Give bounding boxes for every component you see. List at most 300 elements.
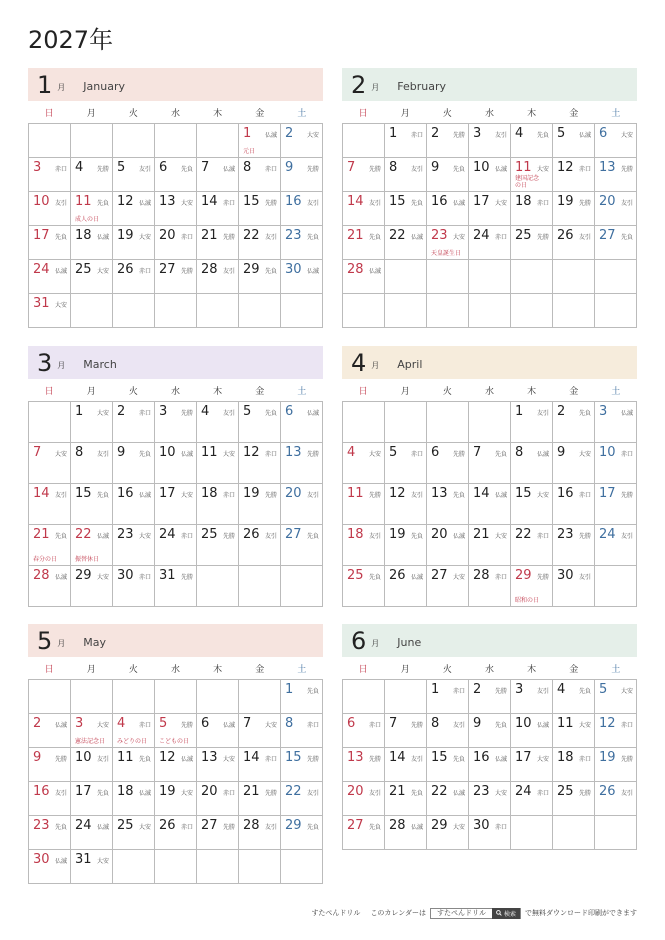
empty-day-cell xyxy=(343,402,385,443)
rokuyo-label: 先負 xyxy=(578,410,591,417)
rokuyo-label: 先負 xyxy=(410,200,423,207)
day-number: 2 xyxy=(473,682,482,697)
rokuyo-label: 赤口 xyxy=(222,492,235,499)
rokuyo-label: 友引 xyxy=(578,574,591,581)
rokuyo-label: 赤口 xyxy=(306,722,319,729)
rokuyo-label: 赤口 xyxy=(180,234,193,241)
rokuyo-label: 先勝 xyxy=(620,756,633,763)
day-cell xyxy=(155,158,197,192)
day-cell xyxy=(281,402,323,443)
weekday-label: 金 xyxy=(255,108,265,119)
empty-day-cell xyxy=(113,124,155,158)
day-cell xyxy=(385,816,427,850)
rokuyo-label: 先勝 xyxy=(54,756,67,763)
day-number: 20 xyxy=(599,194,616,209)
day-cell xyxy=(511,484,553,525)
rokuyo-label: 赤口 xyxy=(264,451,277,458)
day-number: 11 xyxy=(201,445,218,460)
rokuyo-label: 大安 xyxy=(264,722,277,729)
empty-day-cell xyxy=(239,294,281,328)
day-number: 13 xyxy=(599,160,616,175)
day-number: 13 xyxy=(431,486,448,501)
rokuyo-label: 先負 xyxy=(306,533,319,540)
rokuyo-label: 赤口 xyxy=(620,451,633,458)
rokuyo-label: 仏滅 xyxy=(54,722,67,729)
day-number: 20 xyxy=(159,228,176,243)
day-number: 3 xyxy=(159,404,168,419)
day-number: 2 xyxy=(285,126,294,141)
month-number: 5 xyxy=(37,627,53,655)
day-number: 19 xyxy=(557,194,574,209)
rokuyo-label: 先負 xyxy=(494,451,507,458)
day-number: 25 xyxy=(557,784,574,799)
empty-day-cell xyxy=(113,680,155,714)
day-grid xyxy=(342,401,637,607)
day-grid xyxy=(28,123,323,328)
weekday-label: 火 xyxy=(128,108,138,119)
month-calendar-may xyxy=(28,624,323,884)
day-cell xyxy=(281,680,323,714)
day-number: 10 xyxy=(515,716,532,731)
empty-day-cell xyxy=(239,566,281,607)
rokuyo-label: 先負 xyxy=(96,492,109,499)
rokuyo-label: 先負 xyxy=(368,234,381,241)
rokuyo-label: 友引 xyxy=(410,756,423,763)
day-cell xyxy=(71,226,113,260)
rokuyo-label: 先勝 xyxy=(180,574,193,581)
rokuyo-label: 大安 xyxy=(180,200,193,207)
day-cell xyxy=(71,850,113,884)
day-cell xyxy=(71,402,113,443)
day-cell xyxy=(595,226,637,260)
day-cell xyxy=(553,680,595,714)
day-cell xyxy=(553,484,595,525)
month-name-english: March xyxy=(83,358,117,371)
empty-day-cell xyxy=(427,402,469,443)
empty-day-cell xyxy=(281,566,323,607)
day-cell xyxy=(239,260,281,294)
day-number: 22 xyxy=(285,784,302,799)
empty-day-cell xyxy=(343,294,385,328)
day-number: 23 xyxy=(285,228,302,243)
day-cell xyxy=(197,260,239,294)
day-cell xyxy=(511,680,553,714)
day-number: 19 xyxy=(243,486,260,501)
day-number: 18 xyxy=(557,750,574,765)
day-number: 31 xyxy=(75,852,92,867)
empty-day-cell xyxy=(29,680,71,714)
rokuyo-label: 友引 xyxy=(54,790,67,797)
rokuyo-label: 友引 xyxy=(222,268,235,275)
day-number: 23 xyxy=(117,527,134,542)
month-kanji: 月 xyxy=(57,639,66,648)
rokuyo-label: 仏滅 xyxy=(494,492,507,499)
day-number: 6 xyxy=(431,445,440,460)
magnifier-icon xyxy=(496,910,502,916)
empty-day-cell xyxy=(427,294,469,328)
rokuyo-label: 先負 xyxy=(180,166,193,173)
day-cell xyxy=(595,748,637,782)
empty-day-cell xyxy=(197,294,239,328)
day-number: 28 xyxy=(201,262,218,277)
day-number: 16 xyxy=(473,750,490,765)
month-name-english: May xyxy=(83,636,107,649)
day-number: 27 xyxy=(599,228,616,243)
day-number: 14 xyxy=(201,194,218,209)
month-header xyxy=(342,68,637,101)
weekday-label: 水 xyxy=(170,108,180,119)
empty-day-cell xyxy=(113,850,155,884)
empty-day-cell xyxy=(197,850,239,884)
empty-day-cell xyxy=(239,850,281,884)
rokuyo-label: 赤口 xyxy=(368,722,381,729)
month-number: 4 xyxy=(351,349,367,377)
rokuyo-label: 先勝 xyxy=(180,410,193,417)
day-number: 5 xyxy=(599,682,608,697)
rokuyo-label: 先勝 xyxy=(452,451,465,458)
day-cell xyxy=(155,566,197,607)
day-number: 9 xyxy=(473,716,482,731)
day-number: 30 xyxy=(473,818,490,833)
day-number: 13 xyxy=(201,750,218,765)
day-cell xyxy=(343,260,385,294)
rokuyo-label: 友引 xyxy=(620,200,633,207)
weekday-label: 土 xyxy=(611,386,621,397)
day-number: 16 xyxy=(33,784,50,799)
weekday-label: 木 xyxy=(527,108,537,119)
weekday-label: 月 xyxy=(400,664,410,675)
empty-day-cell xyxy=(113,294,155,328)
day-number: 7 xyxy=(473,445,482,460)
rokuyo-label: 大安 xyxy=(452,824,465,831)
day-cell xyxy=(155,260,197,294)
rokuyo-label: 赤口 xyxy=(410,132,423,139)
footer xyxy=(0,906,637,920)
day-cell xyxy=(197,484,239,525)
day-number: 29 xyxy=(431,818,448,833)
day-cell xyxy=(239,782,281,816)
rokuyo-label: 大安 xyxy=(494,533,507,540)
rokuyo-label: 大安 xyxy=(96,268,109,275)
weekday-label: 水 xyxy=(170,664,180,675)
rokuyo-label: 先負 xyxy=(410,790,423,797)
rokuyo-label: 先勝 xyxy=(368,166,381,173)
rokuyo-label: 仏滅 xyxy=(54,574,67,581)
day-number: 6 xyxy=(347,716,356,731)
day-cell xyxy=(511,782,553,816)
day-cell xyxy=(113,748,155,782)
day-number: 26 xyxy=(389,568,406,583)
rokuyo-label: 赤口 xyxy=(180,533,193,540)
weekday-label: 水 xyxy=(484,108,494,119)
rokuyo-label: 先勝 xyxy=(620,492,633,499)
day-cell xyxy=(281,484,323,525)
rokuyo-label: 大安 xyxy=(536,166,549,173)
day-number: 1 xyxy=(431,682,440,697)
day-number: 9 xyxy=(557,445,566,460)
rokuyo-label: 先勝 xyxy=(578,790,591,797)
rokuyo-label: 赤口 xyxy=(138,268,151,275)
day-number: 20 xyxy=(347,784,364,799)
day-cell xyxy=(155,226,197,260)
day-number: 15 xyxy=(431,750,448,765)
day-number: 17 xyxy=(473,194,490,209)
day-number: 23 xyxy=(557,527,574,542)
day-number: 12 xyxy=(389,486,406,501)
rokuyo-label: 仏滅 xyxy=(96,824,109,831)
empty-day-cell xyxy=(29,124,71,158)
day-number: 29 xyxy=(75,568,92,583)
weekday-header-row xyxy=(28,379,323,401)
day-cell xyxy=(71,443,113,484)
weekday-header-row xyxy=(28,101,323,123)
rokuyo-label: 大安 xyxy=(494,200,507,207)
day-cell xyxy=(239,714,281,748)
day-cell xyxy=(595,714,637,748)
day-number: 9 xyxy=(117,445,126,460)
rokuyo-label: 大安 xyxy=(138,824,151,831)
day-cell xyxy=(385,748,427,782)
day-cell xyxy=(29,782,71,816)
day-number: 22 xyxy=(389,228,406,243)
day-grid xyxy=(28,401,323,607)
month-kanji: 月 xyxy=(57,361,66,370)
weekday-label: 火 xyxy=(442,664,452,675)
day-cell xyxy=(155,484,197,525)
day-cell xyxy=(595,192,637,226)
rokuyo-label: 仏滅 xyxy=(452,533,465,540)
day-number: 9 xyxy=(431,160,440,175)
day-number: 12 xyxy=(159,750,176,765)
month-header xyxy=(342,624,637,657)
day-number: 10 xyxy=(75,750,92,765)
day-cell xyxy=(71,192,113,226)
rokuyo-label: 友引 xyxy=(306,790,319,797)
footer-search-box xyxy=(430,908,521,919)
day-number: 24 xyxy=(75,818,92,833)
rokuyo-label: 仏滅 xyxy=(222,722,235,729)
day-cell xyxy=(197,782,239,816)
day-cell xyxy=(29,260,71,294)
month-number: 2 xyxy=(351,71,367,99)
footer-site-name: すたぺんドリル xyxy=(311,909,361,917)
rokuyo-label: 仏滅 xyxy=(452,200,465,207)
rokuyo-label: 仏滅 xyxy=(578,132,591,139)
day-cell xyxy=(29,294,71,328)
day-number: 29 xyxy=(243,262,260,277)
day-number: 21 xyxy=(243,784,260,799)
day-number: 26 xyxy=(243,527,260,542)
day-cell xyxy=(385,714,427,748)
day-cell xyxy=(239,192,281,226)
day-cell xyxy=(385,226,427,260)
holiday-name: 建国記念 の日 xyxy=(515,175,540,189)
empty-day-cell xyxy=(197,680,239,714)
day-cell xyxy=(197,402,239,443)
day-cell xyxy=(469,782,511,816)
day-number: 21 xyxy=(347,228,364,243)
rokuyo-label: 先負 xyxy=(96,200,109,207)
rokuyo-label: 先負 xyxy=(306,688,319,695)
rokuyo-label: 友引 xyxy=(536,688,549,695)
day-number: 15 xyxy=(243,194,260,209)
weekday-header-row xyxy=(342,101,637,123)
day-number: 7 xyxy=(347,160,356,175)
day-cell xyxy=(385,484,427,525)
day-number: 11 xyxy=(557,716,574,731)
day-number: 17 xyxy=(599,486,616,501)
rokuyo-label: 先負 xyxy=(264,268,277,275)
rokuyo-label: 大安 xyxy=(452,234,465,241)
day-number: 8 xyxy=(75,445,84,460)
day-number: 21 xyxy=(33,527,50,542)
day-number: 29 xyxy=(515,568,532,583)
day-cell xyxy=(343,748,385,782)
rokuyo-label: 大安 xyxy=(180,790,193,797)
month-header xyxy=(342,346,637,379)
rokuyo-label: 赤口 xyxy=(222,790,235,797)
weekday-label: 火 xyxy=(128,664,138,675)
rokuyo-label: 先負 xyxy=(54,234,67,241)
rokuyo-label: 大安 xyxy=(578,722,591,729)
rokuyo-label: 先勝 xyxy=(494,688,507,695)
rokuyo-label: 仏滅 xyxy=(96,533,109,540)
day-cell xyxy=(385,124,427,158)
rokuyo-label: 先負 xyxy=(578,688,591,695)
rokuyo-label: 友引 xyxy=(578,234,591,241)
day-number: 13 xyxy=(347,750,364,765)
month-name-english: February xyxy=(397,80,447,93)
weekday-label: 日 xyxy=(44,108,54,119)
day-number: 24 xyxy=(515,784,532,799)
day-cell xyxy=(113,443,155,484)
month-kanji: 月 xyxy=(371,639,380,648)
holiday-name: みどりの日 xyxy=(117,738,148,745)
day-number: 28 xyxy=(347,262,364,277)
day-number: 13 xyxy=(285,445,302,460)
rokuyo-label: 先勝 xyxy=(620,166,633,173)
day-number: 17 xyxy=(515,750,532,765)
day-number: 7 xyxy=(33,445,42,460)
day-number: 1 xyxy=(389,126,398,141)
holiday-name: 憲法記念日 xyxy=(75,738,106,745)
weekday-label: 水 xyxy=(170,386,180,397)
day-cell xyxy=(343,192,385,226)
weekday-label: 土 xyxy=(297,386,307,397)
rokuyo-label: 先勝 xyxy=(180,268,193,275)
empty-day-cell xyxy=(29,402,71,443)
day-number: 3 xyxy=(515,682,524,697)
weekday-header-row xyxy=(342,379,637,401)
day-cell xyxy=(197,158,239,192)
weekday-label: 日 xyxy=(358,386,368,397)
day-cell xyxy=(511,402,553,443)
day-grid xyxy=(342,123,637,328)
holiday-name: 元日 xyxy=(243,148,256,155)
day-number: 22 xyxy=(431,784,448,799)
day-cell xyxy=(469,443,511,484)
day-number: 16 xyxy=(557,486,574,501)
rokuyo-label: 大安 xyxy=(96,410,109,417)
day-number: 17 xyxy=(75,784,92,799)
day-number: 20 xyxy=(201,784,218,799)
rokuyo-label: 赤口 xyxy=(494,574,507,581)
day-number: 19 xyxy=(599,750,616,765)
weekday-label: 木 xyxy=(213,664,223,675)
rokuyo-label: 先勝 xyxy=(222,533,235,540)
rokuyo-label: 仏滅 xyxy=(138,200,151,207)
day-cell xyxy=(427,566,469,607)
day-cell xyxy=(281,525,323,566)
day-number: 1 xyxy=(285,682,294,697)
rokuyo-label: 仏滅 xyxy=(54,858,67,865)
day-number: 11 xyxy=(347,486,364,501)
day-cell xyxy=(197,816,239,850)
day-number: 10 xyxy=(473,160,490,175)
day-number: 19 xyxy=(117,228,134,243)
day-number: 10 xyxy=(159,445,176,460)
rokuyo-label: 先勝 xyxy=(222,824,235,831)
empty-day-cell xyxy=(385,680,427,714)
day-cell xyxy=(155,443,197,484)
day-cell xyxy=(553,226,595,260)
day-number: 31 xyxy=(33,296,50,311)
footer-text-after: で無料ダウンロード印刷ができます xyxy=(525,909,637,917)
day-number: 28 xyxy=(243,818,260,833)
day-cell xyxy=(595,484,637,525)
rokuyo-label: 仏滅 xyxy=(222,166,235,173)
rokuyo-label: 友引 xyxy=(410,492,423,499)
day-number: 12 xyxy=(557,160,574,175)
day-cell xyxy=(469,816,511,850)
day-cell xyxy=(553,402,595,443)
day-cell xyxy=(553,443,595,484)
rokuyo-label: 仏滅 xyxy=(536,451,549,458)
weekday-label: 日 xyxy=(44,664,54,675)
day-number: 19 xyxy=(389,527,406,542)
day-cell xyxy=(427,192,469,226)
day-cell xyxy=(197,714,239,748)
day-cell xyxy=(385,443,427,484)
day-number: 24 xyxy=(599,527,616,542)
weekday-label: 火 xyxy=(442,386,452,397)
day-number: 30 xyxy=(285,262,302,277)
rokuyo-label: 友引 xyxy=(54,200,67,207)
rokuyo-label: 先勝 xyxy=(264,492,277,499)
rokuyo-label: 友引 xyxy=(306,492,319,499)
day-cell xyxy=(197,748,239,782)
day-number: 4 xyxy=(201,404,210,419)
day-number: 4 xyxy=(117,716,126,731)
day-number: 15 xyxy=(515,486,532,501)
day-cell xyxy=(29,484,71,525)
rokuyo-label: 友引 xyxy=(138,166,151,173)
day-cell xyxy=(29,226,71,260)
weekday-label: 日 xyxy=(358,664,368,675)
empty-day-cell xyxy=(343,680,385,714)
weekday-label: 金 xyxy=(569,386,579,397)
rokuyo-label: 先負 xyxy=(410,533,423,540)
day-cell xyxy=(511,748,553,782)
day-number: 4 xyxy=(347,445,356,460)
holiday-name: こどもの日 xyxy=(159,738,190,745)
day-cell xyxy=(281,192,323,226)
day-cell xyxy=(553,124,595,158)
day-cell xyxy=(343,158,385,192)
empty-day-cell xyxy=(239,680,281,714)
day-number: 7 xyxy=(201,160,210,175)
day-number: 14 xyxy=(347,194,364,209)
